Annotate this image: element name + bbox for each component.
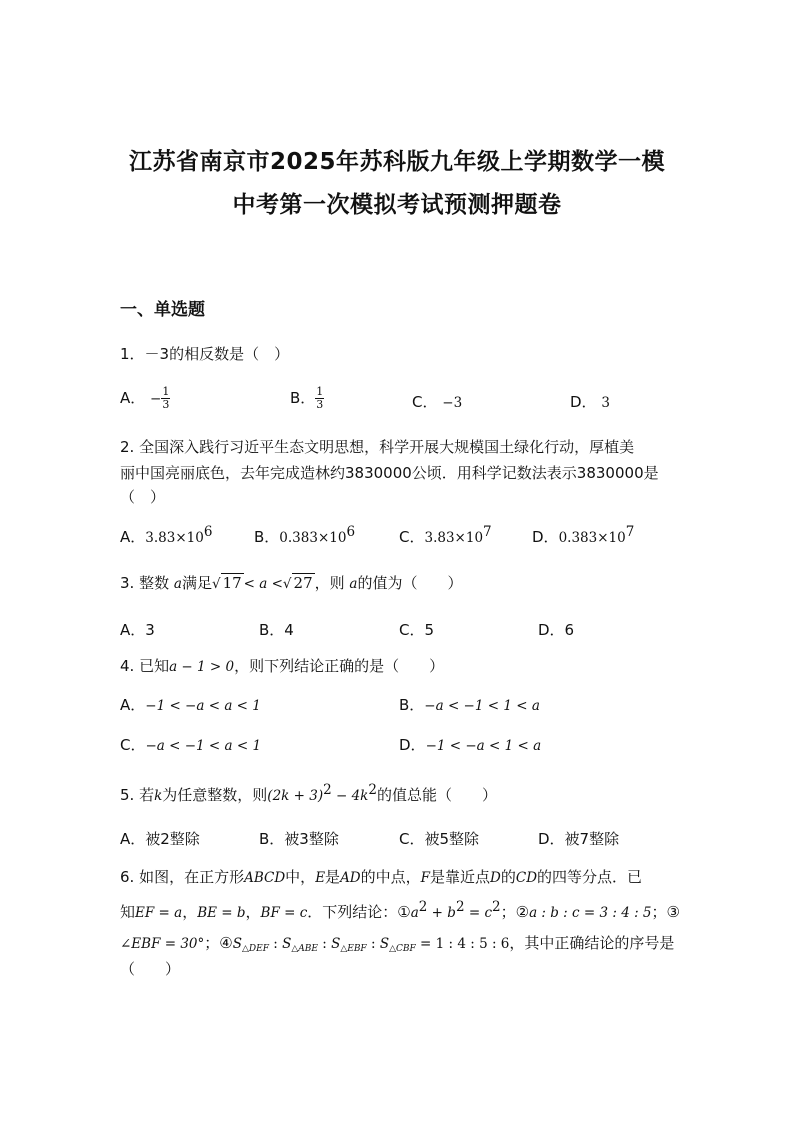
q3-radicand-17: 17 [222, 574, 242, 592]
q4-stem [120, 655, 444, 676]
q6-l2-text-3: ， [245, 903, 261, 921]
q3-option-b: B．4 [259, 621, 294, 639]
q5-prefix: 5. 若 [120, 786, 155, 804]
q2-stem-line3: （ ） [120, 488, 166, 506]
q6-area-ratio-values: = 1 : 4 : 5 : 6 [415, 936, 510, 952]
q6-conclusion1-exp-a: 2 [418, 899, 428, 915]
q5-post-text: 的值总能（ ） [376, 786, 497, 804]
q4-option-a-expr: −1 < −a < a < 1 [145, 698, 261, 714]
q3-variable-a-2: a [349, 576, 358, 592]
q5-stem [120, 782, 497, 805]
q1-option-a-sign: − [150, 391, 162, 407]
q1-option-b-denominator: 3 [316, 398, 324, 411]
q6-l2-text-4: ．下列结论：① [307, 903, 411, 921]
q6-l2-text-1: 知 [120, 903, 136, 921]
q1-option-d-value: 3 [601, 395, 610, 411]
q6-l2-text-2: ， [182, 903, 198, 921]
q6-be-equals-b: BE = b [197, 905, 246, 921]
q6-stem-line4: （ ） [120, 960, 181, 978]
q2-option-d-label: D． [532, 528, 559, 546]
q6-l2-text-6: ；③ [651, 903, 680, 921]
q4-option-c [120, 734, 261, 755]
q3-post-text-1: ，则 [314, 574, 345, 592]
q4-option-d-expr: −1 < −a < 1 < a [425, 738, 542, 754]
q5-option-a: A．被2整除 [120, 830, 200, 848]
q5-expr-base: (2k + 3) [267, 788, 324, 804]
q4-option-b-label: B． [399, 696, 425, 714]
q5-option-b: B．被3整除 [259, 830, 339, 848]
q6-point-d: D [490, 870, 501, 886]
q4-option-c-label: C． [120, 736, 146, 754]
q3-stem [120, 572, 463, 593]
q6-stem-line2 [120, 899, 680, 922]
q5-option-c: C．被5整除 [399, 830, 480, 848]
q2-option-d [532, 524, 634, 547]
q3-prefix: 3. 整数 [120, 574, 170, 592]
q6-conclusion1-c: c [484, 905, 493, 921]
q2-option-c-label: C． [399, 528, 425, 546]
q6-area-s-def: $S_{\triangle DEF}$ [232, 936, 269, 954]
q3-option-c: C．5 [399, 621, 435, 639]
q4-option-d-label: D． [399, 736, 426, 754]
q6-text-3: 的中点， [360, 868, 421, 886]
q2-option-d-base: 0.383×10 [558, 530, 626, 546]
q1-option-a [120, 386, 170, 411]
q6-conclusion1-eq: = [464, 905, 485, 921]
q4-option-b-expr: −a < −1 < 1 < a [424, 698, 540, 714]
q6-prefix: 6. 如图，在正方形 [120, 868, 245, 886]
q4-option-c-expr: −a < −1 < a < 1 [145, 738, 262, 754]
q6-l2-text-5: ；② [500, 903, 530, 921]
q2-option-a [120, 524, 212, 547]
q6-text-4: 是靠近点 [430, 868, 491, 886]
q6-segment-cd: CD [515, 870, 538, 886]
q1-option-b [290, 386, 324, 411]
q6-text-6: 的四等分点．已 [537, 868, 643, 886]
q6-segment-ad: AD [340, 870, 361, 886]
q1-option-a-label: A． [120, 389, 146, 407]
q6-l3-text-1: ；④ [204, 934, 233, 952]
q6-area-s-cbf: $S_{\triangle CBF}$ [379, 936, 416, 954]
q3-mid-text: 满足 [181, 574, 212, 592]
q4-option-a-label: A． [120, 696, 146, 714]
q6-conclusion1-plus: + [427, 905, 448, 921]
q5-expr-rest: − 4k [331, 788, 369, 804]
q1-option-c-label: C． [412, 393, 438, 411]
q3-option-d: D．6 [538, 621, 575, 639]
q3-variable-a: a [173, 576, 182, 592]
section-heading: 一、单选题 [120, 300, 205, 320]
q5-variable-k: k [154, 788, 163, 804]
q6-ef-equals-a: EF = a [135, 905, 183, 921]
q2-option-c [399, 524, 492, 547]
q2-option-c-exponent: 7 [483, 524, 492, 540]
q4-prefix: 4. 已知 [120, 657, 170, 675]
q2-option-a-exponent: 6 [203, 524, 213, 540]
q6-area-s-ebf: $S_{\triangle EBF}$ [331, 936, 367, 954]
q6-conclusion1-exp-b: 2 [455, 899, 465, 915]
q1-option-d-label: D． [570, 393, 597, 411]
q3-sqrt-17: √ 17 [211, 574, 242, 592]
q2-option-c-base: 3.83×10 [424, 530, 484, 546]
q4-condition: a − 1 > 0 [169, 659, 235, 675]
q2-option-b [254, 524, 355, 547]
q6-conclusion1-a: a [410, 905, 419, 921]
q4-option-d [399, 734, 541, 755]
q2-stem-line2: 丽中国亮丽底色，去年完成造林约3830000公顷．用科学记数法表示3830000是 [120, 464, 659, 482]
q5-option-d: D．被7整除 [538, 830, 620, 848]
q3-inequality: < a < [243, 576, 283, 592]
q1-option-b-numerator: 1 [316, 385, 324, 398]
q3-radicand-27: 27 [293, 574, 313, 592]
q6-conclusion1-exp-c: 2 [492, 899, 501, 915]
q6-conclusion3-angle: ∠EBF = 30° [120, 936, 205, 952]
q2-option-b-exponent: 6 [346, 524, 356, 540]
q6-stem-line1 [120, 866, 642, 887]
q2-stem-line1: 2. 全国深入践行习近平生态文明思想，科学开展大规模国土绿化行动，厚植美 [120, 438, 635, 456]
q6-area-colon-3: : [366, 936, 380, 952]
q5-expr-exponent: 2 [323, 782, 332, 798]
q2-option-b-base: 0.383×10 [279, 530, 347, 546]
q3-option-a: A．3 [120, 621, 155, 639]
q6-area-s-abe: $S_{\triangle ABE}$ [282, 936, 318, 954]
q6-text-2: 是 [325, 868, 341, 886]
q1-option-d [570, 391, 610, 412]
q1-option-a-numerator: 1 [162, 385, 170, 398]
q6-conclusion2-ratio: a : b : c = 3 : 4 : 5 [529, 905, 652, 921]
q1-option-a-fraction [161, 386, 170, 411]
q6-text-1: 中， [285, 868, 316, 886]
q1-option-a-denominator: 3 [162, 398, 170, 411]
exam-title-line2: 中考第一次模拟考试预测押题卷 [232, 192, 562, 218]
q6-area-colon-2: : [317, 936, 332, 952]
q1-option-c-value: −3 [442, 395, 463, 411]
q4-option-b [399, 694, 540, 715]
exam-title-line1: 江苏省南京市2025年苏科版九年级上学期数学一模 [128, 149, 665, 175]
q3-sqrt-27: √ 27 [282, 574, 313, 592]
q6-point-e: E [315, 870, 326, 886]
q1-option-b-fraction [315, 386, 324, 411]
q2-option-a-base: 3.83×10 [145, 530, 204, 546]
q6-bf-equals-c: BF = c [260, 905, 308, 921]
q4-post-text: ，则下列结论正确的是（ ） [234, 657, 445, 675]
q6-text-5: 的 [500, 868, 516, 886]
q6-point-f: F [420, 870, 431, 886]
q2-option-b-label: B． [254, 528, 280, 546]
q2-option-d-exponent: 7 [625, 524, 635, 540]
q1-stem: 1．－3的相反数是（ ） [120, 345, 290, 363]
q6-conclusion1-b: b [447, 905, 456, 921]
q6-area-colon-1: : [268, 936, 283, 952]
q2-option-a-label: A． [120, 528, 146, 546]
q6-square-abcd: ABCD [244, 870, 286, 886]
q6-stem-line3 [120, 932, 674, 954]
q3-post-text-2: 的值为（ ） [357, 574, 463, 592]
q5-mid-text: 为任意整数，则 [162, 786, 268, 804]
q4-option-a [120, 694, 261, 715]
q5-expr-exponent-2: 2 [368, 782, 377, 798]
q6-l3-text-2: ，其中正确结论的序号是 [509, 934, 675, 952]
q1-option-b-label: B． [290, 389, 316, 407]
q1-option-c [412, 391, 462, 412]
